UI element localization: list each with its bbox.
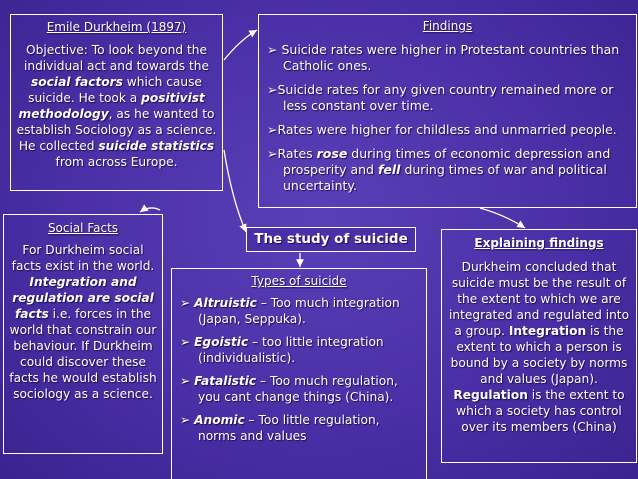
type-item-anomic: ➢ Anomic – Too little regulation, norms and values <box>180 413 380 443</box>
finding-item: ➢Rates were higher for childless and unmarried people. <box>267 122 617 137</box>
social-facts-text: For Durkheim social facts exist in the world. Integration and regulation are social facts i.e. forces in the world that constrain our behaviour. If Durkheim could discover these facts he would establish sociology as a science. <box>9 243 157 401</box>
findings-title: Findings <box>422 19 473 33</box>
arrow-to-findings <box>224 30 257 60</box>
arrow-to-explain <box>480 208 525 228</box>
explain-text: Durkheim concluded that suicide must be the result of the extent to which we are integrated and regulated into a group. Integration is the extent to which a person is bound by a society by norms and values (Japan). Regulation is the extent to which a society has control over its members (China) <box>448 260 630 434</box>
finding-item: ➢Rates rose during times of economic depression and prosperity and fell during times of war and political uncertainty. <box>267 146 611 193</box>
type-item-egoistic: ➢ Egoistic – too little integration (individualistic). <box>180 335 384 365</box>
arrow-to-study <box>224 150 246 232</box>
type-item-altruistic: ➢ Altruistic – Too much integration (Japan, Seppuka). <box>180 296 400 326</box>
type-item-fatalistic: ➢ Fatalistic – Too much regulation, you cant change things (China). <box>180 374 398 404</box>
durkheim-text: Objective: To look beyond the individual act and towards the social factors which cause suicide. He took a positivist methodology, as he wanted to establish Sociology as a science. He collected suicide statistics from across Europe. <box>16 43 217 169</box>
durkheim-title: Emile Durkheim (1897) <box>46 20 187 34</box>
explain-title: Explaining findings <box>474 236 604 250</box>
explaining-findings-box <box>441 229 637 463</box>
types-of-suicide-box <box>171 268 427 479</box>
durkheim-box <box>10 14 223 191</box>
social-facts-box <box>3 214 163 454</box>
finding-item: ➢ Suicide rates were higher in Protestant countries than Catholic ones. <box>267 42 620 73</box>
finding-item: ➢Suicide rates for any given country remained more or less constant over time. <box>267 82 614 113</box>
arrow-to-social <box>140 208 160 212</box>
study-of-suicide-label: The study of suicide <box>246 227 416 252</box>
social-facts-title: Social Facts <box>47 221 119 235</box>
types-title: Types of suicide <box>251 274 347 288</box>
findings-box <box>258 14 637 208</box>
